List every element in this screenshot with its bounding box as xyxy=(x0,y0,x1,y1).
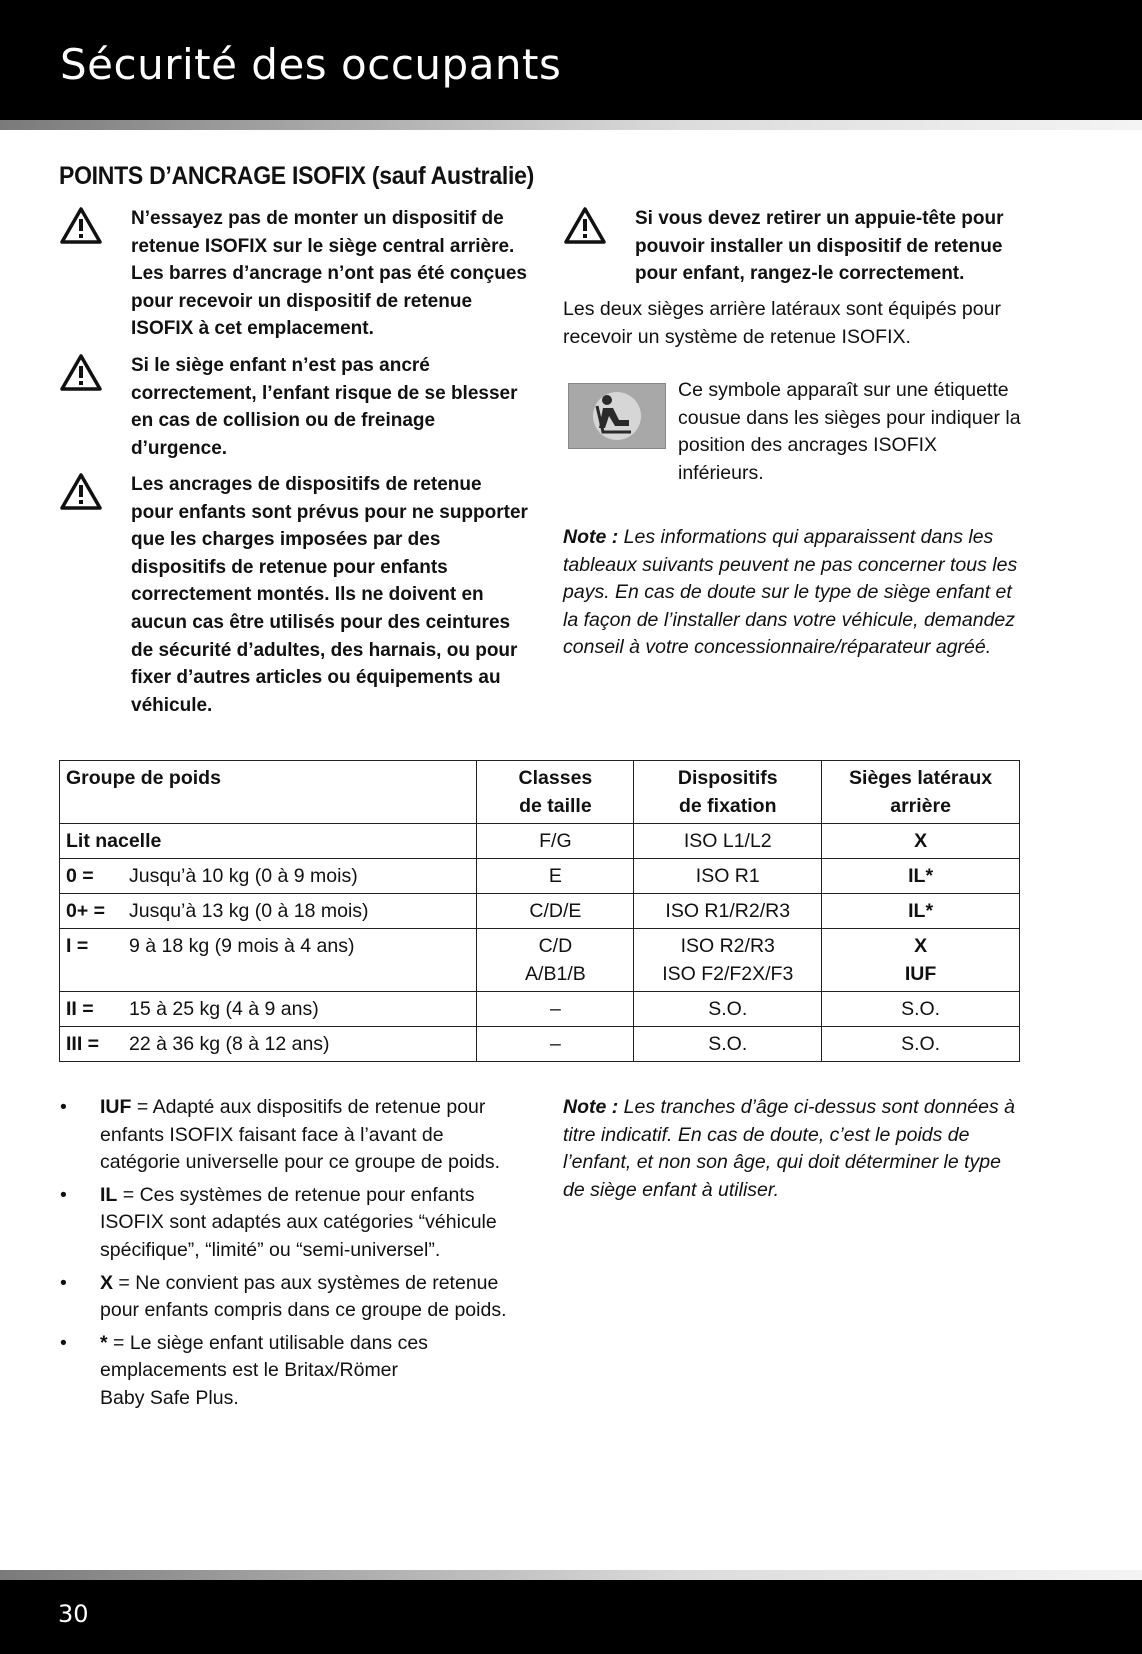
header-size: Classes de taille xyxy=(477,761,634,824)
warning-block-3 xyxy=(59,471,529,719)
bullet-dot: • xyxy=(60,1331,67,1354)
group-cell: Lit nacelle xyxy=(60,824,477,859)
table-row xyxy=(60,824,1020,859)
size-cell: – xyxy=(477,992,634,1027)
seat-cell: X IUF xyxy=(822,929,1020,992)
page-number: 30 xyxy=(58,1600,89,1628)
warning-text-right: Si vous devez retirer un appuie-tête pour pouvoir installer un dispositif de retenue pour enfant, rangez-le correctement. xyxy=(635,208,1004,285)
warning-block-2 xyxy=(59,352,529,462)
note-1-label: Note : xyxy=(563,526,619,548)
bullet-dot: • xyxy=(60,1096,67,1118)
isofix-table xyxy=(59,760,1020,1062)
isofix-paragraph: Les deux sièges arrière latéraux sont équipés pour recevoir un système de retenue ISOFIX. xyxy=(563,298,1001,348)
warning-triangle-icon xyxy=(563,205,607,245)
warning-text-2: Si le siège enfant n’est pas ancré correctement, l’enfant risque de se blesser en cas de collision ou de freinage d’urgence. xyxy=(131,355,518,459)
page-header xyxy=(0,0,1142,120)
table-row xyxy=(60,894,1020,929)
bullet-dot: • xyxy=(60,1271,67,1294)
size-cell: E xyxy=(477,859,634,894)
table-row xyxy=(60,859,1020,894)
warning-triangle-icon xyxy=(59,471,103,511)
seat-cell: X xyxy=(822,824,1020,859)
fixation-cell: S.O. xyxy=(634,992,822,1027)
warning-block-right xyxy=(563,205,1023,288)
table-row xyxy=(60,929,1020,992)
table-row xyxy=(60,992,1020,1027)
header-seats: Sièges latéraux arrière xyxy=(822,761,1020,824)
size-cell: F/G xyxy=(477,824,634,859)
size-cell: – xyxy=(477,1027,634,1062)
section-title: POINTS D’ANCRAGE ISOFIX (sauf Australie) xyxy=(59,162,535,190)
seat-cell: IL* xyxy=(822,894,1020,929)
seat-cell: IL* xyxy=(822,859,1020,894)
group-cell: I = 9 à 18 kg (9 mois à 4 ans) xyxy=(60,929,477,992)
symbol-caption: Ce symbole apparaît sur une étiquette cousue dans les sièges pour indiquer la position des ancrages ISOFIX inférieurs. xyxy=(678,379,1021,484)
warning-triangle-icon xyxy=(59,352,103,392)
bullet-dot: • xyxy=(60,1183,67,1206)
group-cell: II = 15 à 25 kg (4 à 9 ans) xyxy=(60,992,477,1027)
header-gradient-bar xyxy=(0,120,1142,130)
warning-text-3: Les ancrages de dispositifs de retenue pour enfants sont prévus pour ne supporter que les charges imposées par des dispositifs de retenue pour enfants correctement montés. Ils ne doivent en aucun cas être utilisés pour des ceintures de sécurité d’adultes, des harnais, ou pour fixer d’autres articles ou équipements au véhicule. xyxy=(131,474,528,716)
header-fixation: Dispositifs de fixation xyxy=(634,761,822,824)
note-1-text: Les informations qui apparaissent dans les tableaux suivants peuvent ne pas concerner tous les pays. En cas de doute sur le type de siège enfant et la façon de l’installer dans votre véhicule, demandez conseil à votre concessionnaire/réparateur agréé. xyxy=(563,526,1018,659)
list-item: • X = Ne convient pas aux systèmes de retenue pour enfants compris dans ce groupe de poids. xyxy=(59,1270,529,1325)
table-row xyxy=(60,1027,1020,1062)
warning-triangle-icon xyxy=(59,205,103,245)
note-2-label: Note : xyxy=(563,1096,619,1118)
warning-text-1: N’essayez pas de monter un dispositif de retenue ISOFIX sur le siège central arrière. Les barres d’ancrage n’ont pas été conçues pour recevoir un dispositif de retenue ISOFIX à cet emplacement. xyxy=(131,208,527,340)
header-group: Groupe de poids xyxy=(60,761,477,824)
list-item: • * = Le siège enfant utilisable dans ces emplacements est le Britax/Römer Baby Safe Plus. xyxy=(59,1330,529,1413)
page-footer xyxy=(0,1580,1142,1654)
warning-block-1 xyxy=(59,205,529,343)
legend-list xyxy=(59,1094,529,1418)
fixation-cell: ISO L1/L2 xyxy=(634,824,822,859)
group-cell: 0+ = Jusqu’à 13 kg (0 à 18 mois) xyxy=(60,894,477,929)
fixation-cell: S.O. xyxy=(634,1027,822,1062)
size-cell: C/D A/B1/B xyxy=(477,929,634,992)
fixation-cell: ISO R1/R2/R3 xyxy=(634,894,822,929)
note-2-text: Les tranches d’âge ci-dessus sont données à titre indicatif. En cas de doute, c’est le poids de l’enfant, et non son âge, qui doit déterminer le type de siège enfant à utiliser. xyxy=(563,1096,1016,1201)
table-header-row xyxy=(60,761,1020,824)
seat-cell: S.O. xyxy=(822,992,1020,1027)
list-item: • IL = Ces systèmes de retenue pour enfants ISOFIX sont adaptés aux catégories “véhicule spécifique”, “limité” ou “semi-universel”. xyxy=(59,1182,529,1265)
child-seat-icon xyxy=(569,384,665,448)
fixation-cell: ISO R2/R3 ISO F2/F2X/F3 xyxy=(634,929,822,992)
isofix-symbol-image xyxy=(568,383,666,449)
footer-gradient-bar xyxy=(0,1570,1142,1580)
seat-cell: S.O. xyxy=(822,1027,1020,1062)
group-cell: 0 = Jusqu’à 10 kg (0 à 9 mois) xyxy=(60,859,477,894)
size-cell: C/D/E xyxy=(477,894,634,929)
list-item: • IUF = Adapté aux dispositifs de retenue pour enfants ISOFIX faisant face à l’avant de catégorie universelle pour ce groupe de poids. xyxy=(59,1094,529,1177)
fixation-cell: ISO R1 xyxy=(634,859,822,894)
group-cell: III = 22 à 36 kg (8 à 12 ans) xyxy=(60,1027,477,1062)
note-1 xyxy=(563,524,1023,662)
note-2 xyxy=(563,1094,1023,1204)
header-title: Sécurité des occupants xyxy=(60,40,562,89)
